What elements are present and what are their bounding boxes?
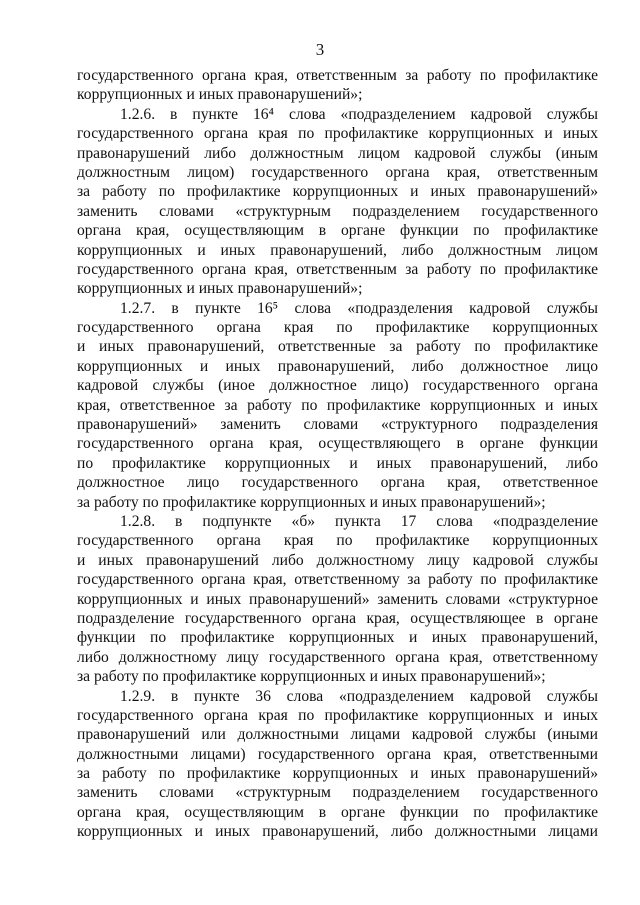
paragraph-1-2-9 [77,687,598,842]
text-line: государственного органа края, осуществляющего в органе функции [77,435,598,453]
text-line: государственного органа края по профилактике коррупционных и иных [77,706,598,724]
text-line: по профилактике коррупционных и иных правонарушений, либо [77,454,598,472]
text-line: за работу по профилактике коррупционных и иных правонарушений»; [77,668,546,686]
paragraph-1-2-8 [77,512,598,687]
text-line: за работу по профилактике коррупционных и иных правонарушений»; [77,493,546,511]
text-line: органа края, осуществляющим в органе функции по профилактике [77,222,598,240]
text-line: правонарушений или должностными лицами кадровой службы (иными [77,726,598,744]
text-line: за работу по профилактике коррупционных и иных правонарушений» [77,765,598,783]
text-line: 1.2.8. в подпункте «б» пункта 17 слова «подразделение [120,512,598,530]
text-line: коррупционных и иных правонарушений, либо должностным лицом [77,241,598,259]
document-body [77,66,598,842]
paragraph-1-2-7 [77,299,598,512]
text-line: органа края, осуществляющим в органе функции по профилактике [77,803,598,821]
page-number: 3 [315,40,325,59]
text-line: государственного органа края, ответственным за работу по профилактике [77,260,598,278]
text-line: коррупционных и иных правонарушений»; [77,280,363,298]
text-line: коррупционных и иных правонарушений, либо должностными лицами [77,823,598,841]
text-line: коррупционных и иных правонарушений» заменить словами «структурное [77,590,598,608]
text-line: правонарушений либо должностным лицом кадровой службы (иным [77,144,598,162]
text-line: правонарушений» заменить словами «структурного подразделения [77,416,598,434]
text-line: подразделение государственного органа края, осуществляющее в органе [77,609,598,627]
paragraph-1-2-6 [77,105,598,299]
text-line: коррупционных и иных правонарушений»; [77,86,363,104]
text-line: и иных правонарушений либо должностному лицу кадровой службы [77,551,598,569]
text-line: 1.2.7. в пункте 16⁵ слова «подразделения кадровой службы [120,299,598,317]
text-line: за работу по профилактике коррупционных и иных правонарушений» [77,183,598,201]
text-line: функции по профилактике коррупционных и иных правонарушений, [77,629,598,647]
text-line: коррупционных и иных правонарушений, либо должностное лицо [77,357,598,375]
text-line: заменить словами «структурным подразделением государственного [77,784,598,802]
text-line: заменить словами «структурным подразделением государственного [77,202,598,220]
text-line: и иных правонарушений, ответственные за работу по профилактике [77,338,598,356]
paragraph-continuation [77,66,598,105]
text-line: кадровой службы (иное должностное лицо) государственного органа [77,377,598,395]
text-line: 1.2.9. в пункте 36 слова «подразделением кадровой службы [120,687,598,705]
text-line: государственного органа края по профилактике коррупционных и иных [77,125,598,143]
text-line: должностными лицами) государственного органа края, ответственными [77,745,598,763]
text-line: должностным лицом) государственного органа края, ответственным [77,163,598,181]
text-line: края, ответственное за работу по профилактике коррупционных и иных [77,396,598,414]
text-line: государственного органа края, ответственным за работу по профилактике [77,67,598,84]
text-line: государственного органа края по профилактике коррупционных [77,532,598,550]
text-line: 1.2.6. в пункте 16⁴ слова «подразделением кадровой службы [120,105,598,123]
text-line: либо должностному лицу государственного органа края, ответственному [77,648,598,666]
text-line: государственного органа края, ответственному за работу по профилактике [77,571,598,589]
text-line: государственного органа края по профилактике коррупционных [77,319,598,337]
text-line: должностное лицо государственного органа края, ответственное [77,474,598,492]
